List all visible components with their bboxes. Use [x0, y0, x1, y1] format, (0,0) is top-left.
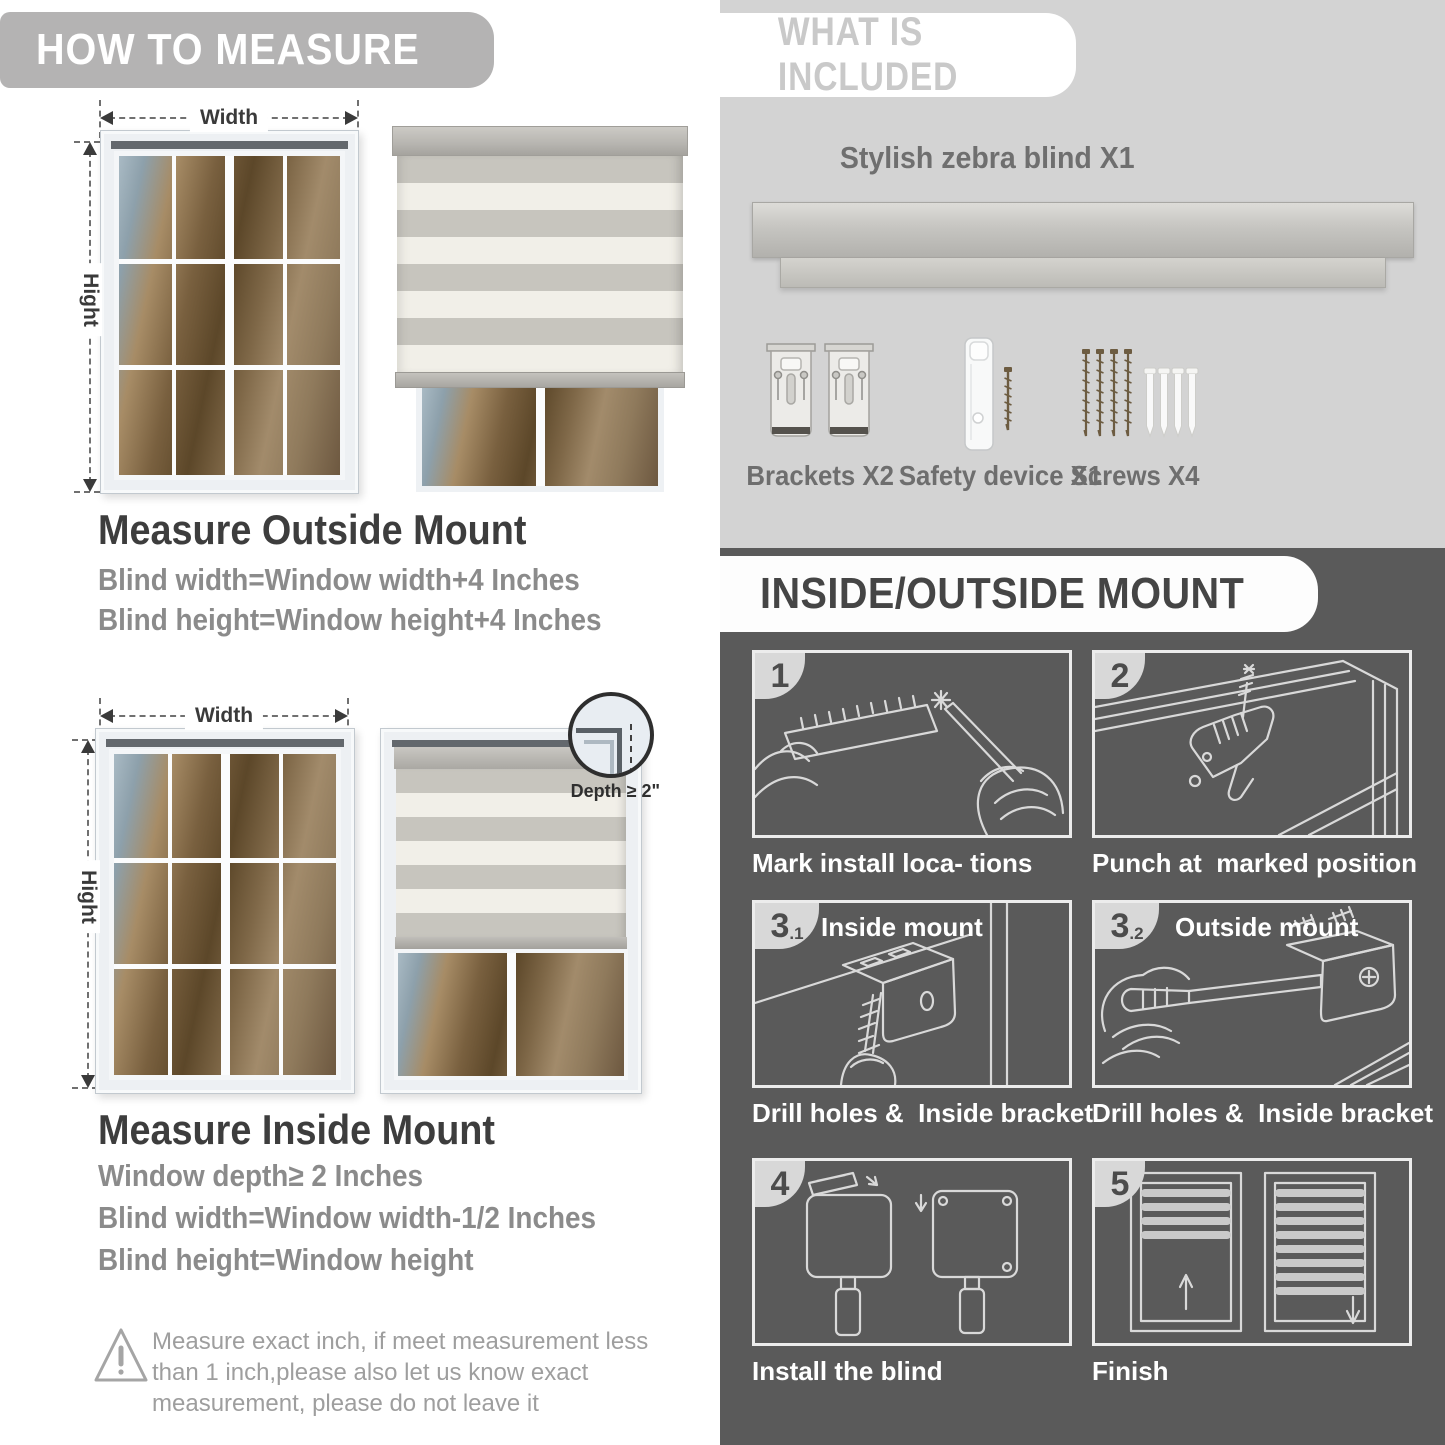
warning-line: Measure exact inch, if meet measurement less — [152, 1328, 649, 1355]
blind-bottom-rail — [395, 937, 627, 949]
screws-and-anchors-icon — [1078, 348, 1200, 451]
blind-cassette — [392, 126, 688, 156]
what-is-included-header — [720, 10, 1076, 99]
step-number-badge: 1 — [755, 653, 805, 699]
window-muntin — [283, 156, 287, 475]
depth-dashed-line — [630, 724, 632, 774]
step-caption: Install the blind — [752, 1356, 943, 1386]
blind-headrail-image — [752, 202, 1414, 258]
step-4-illustration — [755, 1161, 1069, 1343]
window-muntin — [119, 259, 340, 264]
step-caption: Mark install loca- tions — [752, 848, 1033, 878]
outside-mount-line: Blind height=Window height+4 Inches — [98, 602, 602, 637]
step-caption: Finish — [1092, 1356, 1169, 1386]
step-number-badge: 4 — [755, 1161, 805, 1207]
height-label: Hight — [78, 263, 102, 337]
step-caption: Drill holes & Inside bracket — [752, 1098, 1093, 1128]
window-glass — [114, 151, 345, 480]
window-mullion — [536, 388, 545, 486]
screw-icon — [1002, 366, 1014, 443]
item-label-safety-device: Safety device X1 — [898, 460, 1103, 491]
window-mullion — [507, 953, 516, 1076]
inside-mount-line: Window depth≥ 2 Inches — [98, 1158, 424, 1193]
window-glass — [394, 949, 628, 1080]
height-label: Hight — [76, 860, 100, 934]
arrowhead-left-icon — [100, 111, 113, 125]
arrowhead-down-icon — [81, 1075, 95, 1088]
step-number-badge: 2 — [1095, 653, 1145, 699]
frame-corner-line — [610, 740, 614, 774]
warning-line: measurement, please do not leave it — [152, 1390, 539, 1417]
step-5-illustration — [1095, 1161, 1409, 1343]
arrowhead-left-icon — [100, 709, 113, 723]
arrowhead-up-icon — [83, 142, 97, 155]
item-label-screws: Screws X4 — [1070, 460, 1200, 491]
bracket-icon — [824, 342, 874, 445]
window-behind-blind — [416, 388, 664, 492]
window-mullion — [225, 156, 234, 475]
inside-outside-mount-title: INSIDE/OUTSIDE MOUNT — [760, 569, 1245, 618]
blind-bottom-rail — [395, 372, 685, 388]
step-caption: Punch at marked position — [1092, 848, 1418, 878]
arrowhead-right-icon — [345, 111, 358, 125]
window-top-sash — [111, 141, 348, 149]
step-panel-5 — [1092, 1158, 1412, 1346]
arrowhead-down-icon — [83, 479, 97, 492]
blind-fabric-roll-image — [780, 258, 1386, 288]
blind-stripes — [397, 156, 683, 372]
warning-line: than 1 inch,please also let us know exact — [152, 1359, 589, 1386]
width-arrow — [100, 702, 348, 730]
width-label: Width — [185, 702, 263, 730]
window-muntin — [114, 964, 336, 969]
how-to-measure-title: HOW TO MEASURE — [36, 25, 420, 74]
window-top-sash — [106, 739, 344, 747]
inside-outside-mount-header — [720, 556, 1318, 632]
window-muntin — [168, 754, 172, 1075]
outside-mount-title: Measure Outside Mount — [98, 506, 527, 553]
step-panel-4 — [752, 1158, 1072, 1346]
inside-mount-line: Blind height=Window height — [98, 1242, 474, 1277]
step-number-badge: 3 .2 — [1095, 903, 1159, 949]
step-2-illustration — [1095, 653, 1409, 835]
width-label: Width — [190, 104, 268, 132]
arrowhead-right-icon — [335, 709, 348, 723]
item-label-brackets: Brackets X2 — [746, 460, 894, 491]
step-panel-title: Outside mount — [1175, 912, 1359, 942]
outside-mount-line: Blind width=Window width+4 Inches — [98, 562, 580, 597]
arrowhead-up-icon — [81, 740, 95, 753]
depth-label: Depth ≥ 2" — [570, 781, 660, 801]
window-muntin — [114, 858, 336, 863]
how-to-measure-header — [0, 12, 494, 88]
inside-mount-title: Measure Inside Mount — [98, 1106, 495, 1153]
safety-device-icon — [962, 336, 998, 459]
step-panel-1 — [752, 650, 1072, 838]
zebra-blind-outside — [392, 126, 688, 492]
frame-corner-line — [617, 728, 622, 774]
window-mullion — [221, 754, 230, 1075]
exclamation-triangle-icon — [92, 1324, 150, 1393]
depth-detail-magnifier — [568, 692, 654, 778]
step-panel-title: Inside mount — [821, 912, 983, 942]
window-photo-outside — [100, 130, 359, 494]
window-muntin — [172, 156, 176, 475]
frame-corner-line — [576, 728, 622, 733]
window-photo-inside — [95, 728, 355, 1094]
inside-mount-line: Blind width=Window width-1/2 Inches — [98, 1200, 597, 1235]
step-number-badge: 3 .1 — [755, 903, 819, 949]
window-glass — [109, 749, 341, 1080]
what-is-included-title: WHAT IS INCLUDED — [777, 10, 959, 99]
window-muntin — [279, 754, 283, 1075]
product-label: Stylish zebra blind X1 — [839, 140, 1135, 175]
step-panel-2 — [1092, 650, 1412, 838]
step-panel-3-2 — [1092, 900, 1412, 1088]
step-caption: Drill holes & Inside bracket — [1092, 1098, 1433, 1128]
step-number-badge: 5 — [1095, 1161, 1145, 1207]
bracket-icon — [766, 342, 816, 445]
step-1-illustration — [755, 653, 1069, 835]
window-muntin — [119, 365, 340, 370]
width-arrow — [100, 104, 358, 132]
step-panel-3-1 — [752, 900, 1072, 1088]
